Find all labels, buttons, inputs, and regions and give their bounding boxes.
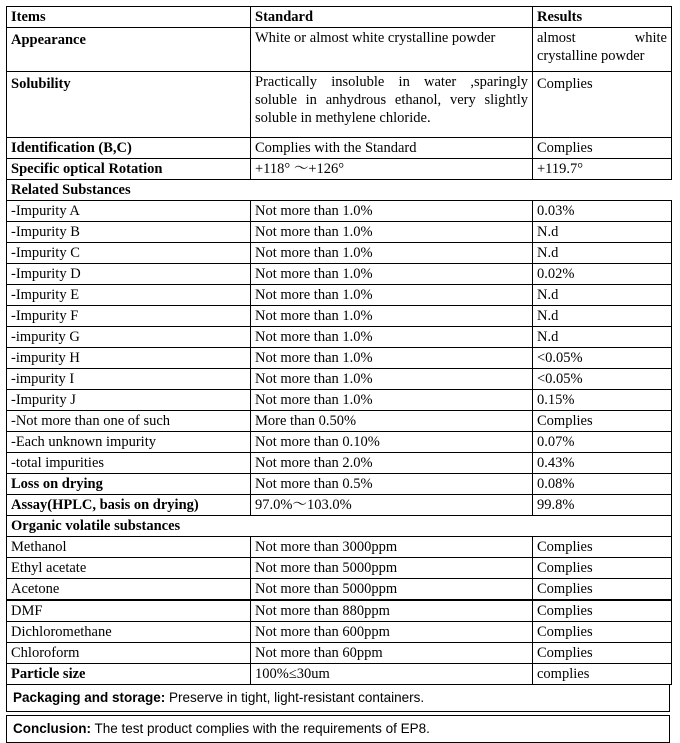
cell-item: -Impurity A — [7, 201, 251, 222]
cell-item: -impurity G — [7, 327, 251, 348]
appearance-result-word1: almost — [537, 30, 576, 46]
rotation-row — [7, 159, 672, 180]
packaging-text: Preserve in tight, light-resistant containers. — [165, 690, 425, 705]
cell-standard: Not more than 60ppm — [251, 643, 533, 664]
table-row — [7, 285, 672, 306]
cell-item: -Impurity D — [7, 264, 251, 285]
table-row — [7, 622, 672, 643]
cell-standard: Not more than 0.10% — [251, 432, 533, 453]
related-heading: Related Substances — [7, 180, 672, 201]
appearance-standard: White or almost white crystalline powder — [251, 28, 533, 72]
cell-result: Complies — [533, 622, 672, 643]
cell-standard: Not more than 1.0% — [251, 348, 533, 369]
cell-item: Dichloromethane — [7, 622, 251, 643]
header-results: Results — [533, 7, 672, 28]
cell-result: 0.02% — [533, 264, 672, 285]
cell-result: N.d — [533, 243, 672, 264]
loss-standard: Not more than 0.5% — [251, 474, 533, 495]
solubility-standard: Practically insoluble in water ,sparingly soluble in anhydrous ethanol, very slightly soluble in methylene chloride. — [251, 72, 533, 138]
loss-result: 0.08% — [533, 474, 672, 495]
solubility-row — [7, 72, 672, 138]
cell-item: -impurity H — [7, 348, 251, 369]
table-row — [7, 432, 672, 453]
header-items: Items — [7, 7, 251, 28]
particle-item: Particle size — [7, 664, 251, 685]
related-heading-row — [7, 180, 672, 201]
cell-standard: Not more than 1.0% — [251, 327, 533, 348]
organic-heading: Organic volatile substances — [7, 516, 672, 537]
cell-standard: Not more than 1.0% — [251, 285, 533, 306]
assay-standard: 97.0%～103.0% — [251, 495, 533, 516]
cell-standard: Not more than 1.0% — [251, 306, 533, 327]
cell-item: Acetone — [7, 579, 251, 601]
particle-standard: 100%≤30um — [251, 664, 533, 685]
cell-result: N.d — [533, 285, 672, 306]
cell-result: Complies — [533, 558, 672, 579]
cell-result: Complies — [533, 643, 672, 664]
table-row — [7, 558, 672, 579]
cell-item: Ethyl acetate — [7, 558, 251, 579]
appearance-result — [533, 28, 672, 72]
appearance-row — [7, 28, 672, 72]
rotation-standard: +118° ～+126° — [251, 159, 533, 180]
cell-standard: Not more than 1.0% — [251, 264, 533, 285]
identification-standard: Complies with the Standard — [251, 138, 533, 159]
cell-standard: Not more than 5000ppm — [251, 558, 533, 579]
identification-item: Identification (B,C) — [7, 138, 251, 159]
table-row — [7, 453, 672, 474]
cell-item: -Impurity E — [7, 285, 251, 306]
rotation-result: +119.7° — [533, 159, 672, 180]
cell-result: 0.07% — [533, 432, 672, 453]
packaging-label: Packaging and storage: — [13, 690, 166, 705]
specification-table — [6, 6, 672, 685]
table-row — [7, 643, 672, 664]
cell-standard: Not more than 5000ppm — [251, 579, 533, 601]
table-row — [7, 411, 672, 432]
cell-standard: Not more than 1.0% — [251, 201, 533, 222]
packaging-statement — [6, 685, 670, 712]
cell-item: -Impurity C — [7, 243, 251, 264]
cell-result: N.d — [533, 222, 672, 243]
cell-standard: Not more than 2.0% — [251, 453, 533, 474]
cell-standard: Not more than 1.0% — [251, 222, 533, 243]
loss-row — [7, 474, 672, 495]
solubility-result: Complies — [533, 72, 672, 138]
table-row — [7, 369, 672, 390]
table-row — [7, 579, 672, 601]
conclusion-label: Conclusion: — [13, 721, 91, 736]
conclusion-statement — [6, 715, 670, 743]
header-row — [7, 7, 672, 28]
cell-result: <0.05% — [533, 348, 672, 369]
identification-row — [7, 138, 672, 159]
cell-result: Complies — [533, 537, 672, 558]
organic-heading-row — [7, 516, 672, 537]
table-row — [7, 306, 672, 327]
header-standard: Standard — [251, 7, 533, 28]
appearance-result-word2: white — [634, 30, 667, 46]
cell-standard: Not more than 1.0% — [251, 369, 533, 390]
table-row — [7, 243, 672, 264]
identification-result: Complies — [533, 138, 672, 159]
table-row — [7, 327, 672, 348]
cell-item: -Impurity B — [7, 222, 251, 243]
cell-standard: More than 0.50% — [251, 411, 533, 432]
conclusion-text: The test product complies with the requirements of EP8. — [91, 721, 430, 736]
particle-row — [7, 664, 672, 685]
cell-item: -Not more than one of such — [7, 411, 251, 432]
cell-standard: Not more than 600ppm — [251, 622, 533, 643]
cell-result: N.d — [533, 306, 672, 327]
cell-standard: Not more than 1.0% — [251, 243, 533, 264]
cell-item: -total impurities — [7, 453, 251, 474]
loss-item: Loss on drying — [7, 474, 251, 495]
cell-result: 0.43% — [533, 453, 672, 474]
cell-result: <0.05% — [533, 369, 672, 390]
cell-result: Complies — [533, 579, 672, 601]
cell-result: 0.03% — [533, 201, 672, 222]
table-row — [7, 222, 672, 243]
table-row — [7, 390, 672, 411]
assay-row — [7, 495, 672, 516]
table-row — [7, 264, 672, 285]
cell-result: N.d — [533, 327, 672, 348]
appearance-item: Appearance — [7, 28, 251, 72]
appearance-result-line2: crystalline powder — [537, 48, 645, 65]
cell-standard: Not more than 1.0% — [251, 390, 533, 411]
cell-item: -Impurity F — [7, 306, 251, 327]
cell-standard: Not more than 880ppm — [251, 600, 533, 622]
assay-result: 99.8% — [533, 495, 672, 516]
cell-item: Methanol — [7, 537, 251, 558]
table-row — [7, 348, 672, 369]
rotation-item: Specific optical Rotation — [7, 159, 251, 180]
table-row — [7, 537, 672, 558]
solubility-item: Solubility — [7, 72, 251, 138]
cell-result: Complies — [533, 411, 672, 432]
certificate-of-analysis — [6, 6, 670, 743]
cell-result: 0.15% — [533, 390, 672, 411]
particle-result: complies — [533, 664, 672, 685]
cell-item: DMF — [7, 600, 251, 622]
table-row — [7, 600, 672, 622]
assay-item: Assay(HPLC, basis on drying) — [7, 495, 251, 516]
cell-standard: Not more than 3000ppm — [251, 537, 533, 558]
cell-item: -impurity I — [7, 369, 251, 390]
cell-result: Complies — [533, 600, 672, 622]
cell-item: -Each unknown impurity — [7, 432, 251, 453]
table-row — [7, 201, 672, 222]
cell-item: -Impurity J — [7, 390, 251, 411]
cell-item: Chloroform — [7, 643, 251, 664]
